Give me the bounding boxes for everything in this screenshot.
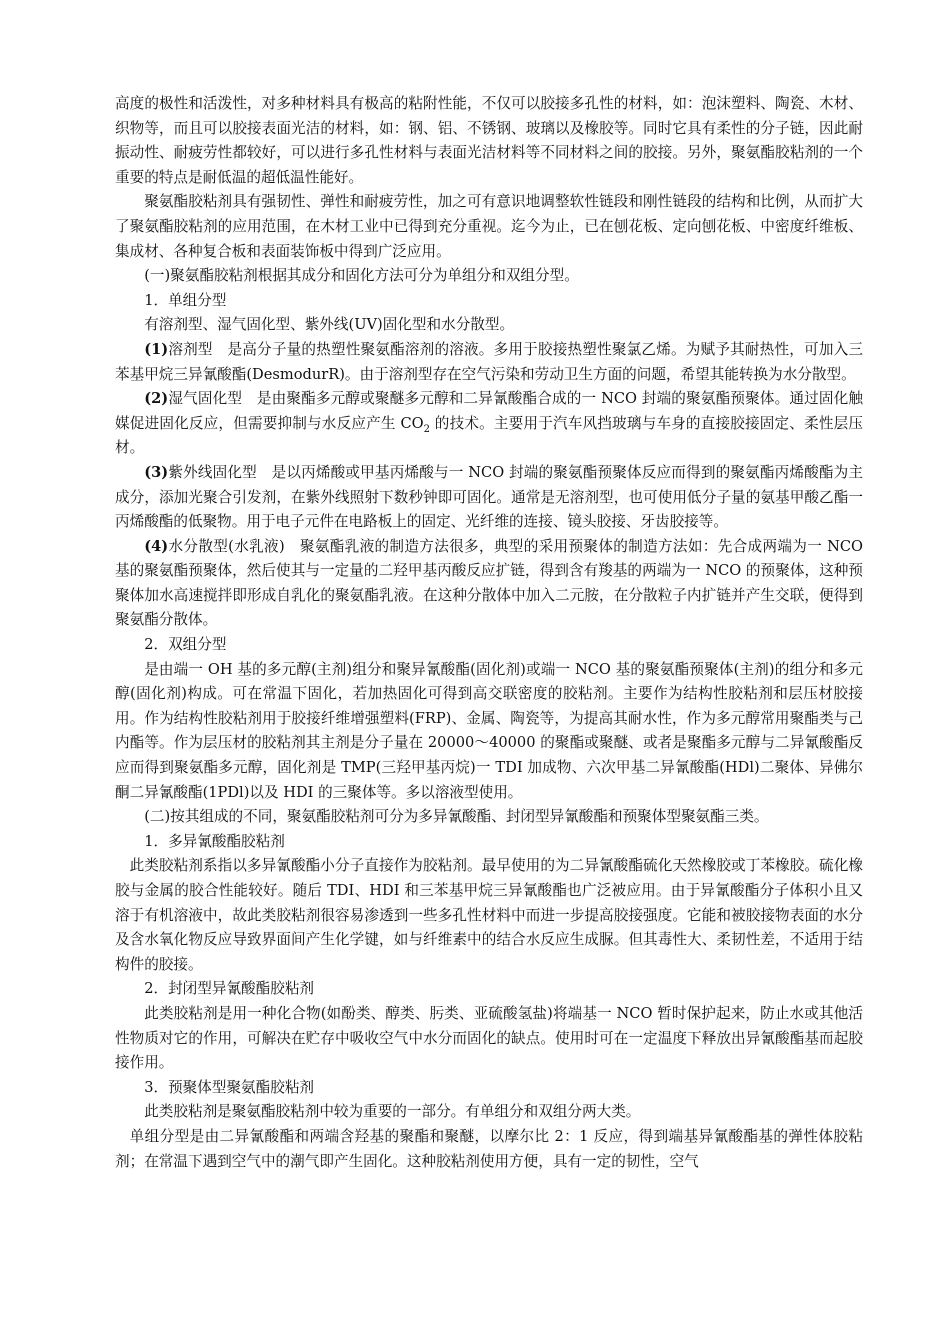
subheading-prepolymer: 3．预聚体型聚氨酯胶粘剂 — [144, 1078, 315, 1096]
subheading-two-component: 2．双组分型 — [144, 636, 227, 654]
paragraph-properties: 聚氨酯胶粘剂具有强韧性、弹性和耐疲劳性，加之可有意识地调整软性链段和刚性链段的结构和比例，从而扩大了聚氨酯胶粘剂的应用范围，在木材工业中已得到充分重视。迄今为止，已在刨花板、定向刨花板、中密度纤维板、集成材、各种复合板和表面装饰板中得到广泛应用。 — [115, 193, 863, 260]
item-number: (2) — [144, 390, 169, 408]
subheading-blocked-isocyanate: 2．封闭型异氰酸酯胶粘剂 — [144, 980, 315, 998]
item-title: 溶剂型 — [168, 340, 213, 358]
paragraph-two-component: 是由端一 OH 基的多元醇(主剂)组分和聚异氰酸酯(固化剂)或端一 NCO 基的聚氨酯预聚体(主剂)的组分和多元醇(固化剂)构成。可在常温下固化，若加热固化可得到高交联密度的胶粘剂。主要作为结构性胶粘剂和层压材胶接用。作为结构性胶粘剂用于胶接纤维增强塑料(FRP)、金属、陶瓷等，为提高其耐水性，作为多元醇常用聚酯类与己内酯等。作为层压材的胶粘剂其主剂是分子量在 20000～40000 的聚酯或聚醚、或者是聚酯多元醇与二异氰酸酯反应而得到聚氨酯多元醇，固化剂是 TMP(三羟甲基丙烷)一 TDI 加成物、六次甲基二异氰酸酯(HDl)二聚体、异佛尔酮二异氰酸酯(1PDl)以及 HDI 的三聚体等。多以溶液型使用。 — [115, 660, 863, 801]
section-heading-composition: (二)按其组成的不同，聚氨酯胶粘剂可分为多异氰酸酯、封闭型异氰酸酯和预聚体型聚氨酯三类。 — [144, 808, 769, 826]
item-body: 是由聚酯多元醇或聚醚多元醇和二异氰酸酯合成的一 NCO 封端的聚氨酯预聚体。通过固化触媒促进固化反应，但需要抑制与水反应产生 CO — [115, 390, 863, 432]
item-number: (1) — [144, 340, 169, 358]
paragraph-blocked-isocyanate: 此类胶粘剂是用一种化合物(如酚类、醇类、肟类、亚硫酸氢盐)将端基一 NCO 暂时保护起来，防止水或其他活性物质对它的作用，可解决在贮存中吸收空气中水分而固化的缺点。使用时可在一定温度下释放出异氰酸酯基而起胶接作用。 — [115, 1004, 863, 1072]
paragraph-solvent-type — [115, 338, 863, 387]
paragraph-intro: 高度的极性和活泼性，对多种材料具有极高的粘附性能，不仅可以胶接多孔性的材料，如：泡沫塑料、陶瓷、木材、织物等，而且可以胶接表面光洁的材料，如：钢、铝、不锈钢、玻璃以及橡胶等。同时它具有柔性的分子链，因此耐振动性、耐疲劳性都较好，可以进行多孔性材料与表面光洁材料等不同材料之间的胶接。另外，聚氨酯胶粘剂的一个重要的特点是耐低温的超低温性能好。 — [115, 95, 863, 186]
paragraph-single-types: 有溶剂型、湿气固化型、紫外线(UV)固化型和水分散型。 — [144, 316, 515, 334]
paragraph-moisture-cure — [115, 387, 863, 461]
item-title: 湿气固化型 — [168, 390, 243, 408]
item-title: 水分散型(水乳液) — [168, 537, 285, 555]
item-body: 聚氨酯乳液的制造方法很多，典型的采用预聚体的制造方法如：先合成两端为一 NCO 基的聚氨酯预聚体，然后使其与一定量的二羟甲基丙酸反应扩链，得到含有羧基的两端为一 NCO 的预聚体，这种预聚体加水高速搅拌即形成自乳化的聚氨酯乳液。在这种分散体中加入二元胺，在分散粒子内扩链并产生交联，便得到聚氨酯分散体。 — [115, 537, 864, 629]
item-body-cont: 的技术。主要用于汽车风挡玻璃与车身的直接胶接固定、柔性层压材。 — [115, 414, 863, 457]
section-heading-classification: (一)聚氨酯胶粘剂根据其成分和固化方法可分为单组分和双组分型。 — [144, 267, 579, 285]
document-page — [115, 92, 863, 1174]
item-number: (4) — [144, 537, 169, 555]
item-title: 紫外线固化型 — [168, 463, 257, 481]
subheading-polyisocyanate: 1．多异氰酸酯胶粘剂 — [144, 832, 285, 850]
item-number: (3) — [144, 463, 169, 481]
paragraph-polyisocyanate: 此类胶粘剂系指以多异氰酸酯小分子直接作为胶粘剂。最早使用的为二异氰酸酯硫化天然橡胶或丁苯橡胶。硫化橡胶与金属的胶合性能较好。随后 TDI、HDI 和三苯基甲烷三异氰酸酯也广泛被应用。由于异氰酸酯分子体积小且又溶于有机溶液中，故此类胶粘剂很容易渗透到一些多孔性材料中而进一步提高胶接强度。它能和被胶接物表面的水分及含水氧化物反应导致界面间产生化学键，如与纤维素中的结合水反应生成脲。但其毒性大、柔韧性差，不适用于结构件的胶接。 — [115, 857, 863, 973]
item-body: 是高分子量的热塑性聚氨酯溶剂的溶液。多用于胶接热塑性聚氯乙烯。为赋予其耐热性，可加入三苯基甲烷三异氰酸酯(DesmodurR)。由于溶剂型存在空气污染和劳动卫生方面的问题，希望其能转换为水分散型。 — [115, 340, 863, 383]
item-body: 是以丙烯酸或甲基丙烯酸与一 NCO 封端的聚氨酯预聚体反应而得到的聚氨酯丙烯酸酯为主成分，添加光聚合引发剂，在紫外线照射下数秒钟即可固化。通常是无溶剂型，也可使用低分子量的氨基甲酸乙酯一丙烯酸酯的低聚物。用于电子元件在电路板上的固定、光纤维的连接、镜头胶接、牙齿胶接等。 — [115, 463, 863, 531]
paragraph-water-dispersion — [115, 535, 863, 633]
subscript-2: 2 — [423, 423, 430, 435]
subheading-single-component: 1．单组分型 — [144, 291, 227, 309]
paragraph-single-prepolymer: 单组分型是由二异氰酸酯和两端含羟基的聚酯和聚醚，以摩尔比 2：1 反应，得到端基异氰酸酯基的弹性体胶粘剂；在常温下遇到空气中的潮气即产生固化。这种胶粘剂使用方便，具有一定的韧性，空气 — [115, 1127, 863, 1170]
paragraph-prepolymer: 此类胶粘剂是聚氨酯胶粘剂中较为重要的一部分。有单组分和双组分两大类。 — [144, 1103, 641, 1121]
paragraph-uv-cure — [115, 461, 863, 535]
